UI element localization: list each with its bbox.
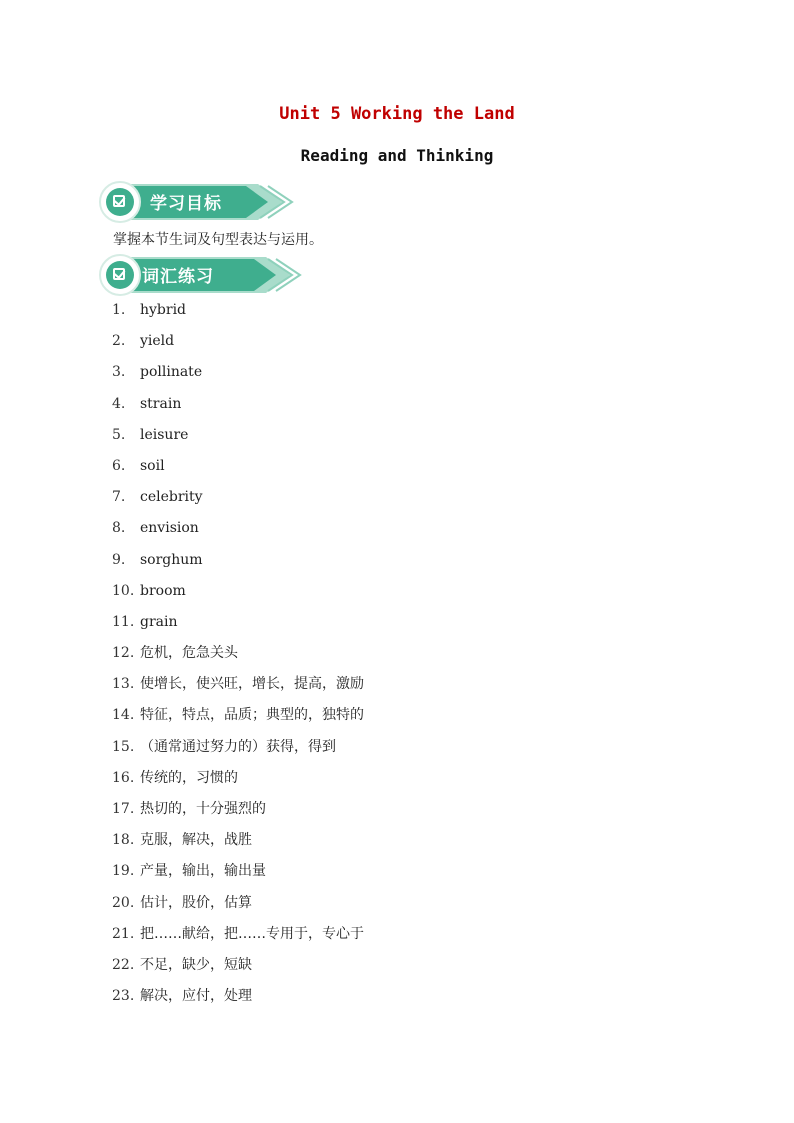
section-heading-vocab: 词汇练习 [142, 267, 214, 287]
list-item: 3. pollinate [112, 364, 203, 381]
vocab-definition: 危机，危急关头 [140, 645, 238, 662]
document-title: Unit 5 Working the Land [279, 104, 515, 124]
vocab-term: sorghum [140, 551, 203, 568]
list-item: 5. leisure [112, 426, 189, 443]
vocab-definition: 解决，应付，处理 [140, 988, 252, 1005]
list-item: 19. 产量，输出，输出量 [112, 863, 266, 880]
section-banner-goals [96, 180, 306, 224]
vocab-term: hybrid [140, 302, 187, 318]
list-item: 7. celebrity [112, 489, 203, 506]
list-item: 11. grain [112, 613, 178, 630]
section-heading-goals: 学习目标 [150, 194, 222, 214]
vocab-term: strain [140, 395, 182, 412]
vocab-definition: （通常通过努力的）获得，得到 [140, 738, 336, 755]
vocab-term: celebrity [140, 489, 203, 506]
list-item: 9. sorghum [112, 551, 203, 568]
vocab-term: yield [140, 333, 175, 350]
vocab-term: envision [140, 520, 199, 537]
list-item: 23. 解决，应付，处理 [112, 988, 252, 1005]
vocab-definition: 克服，解决，战胜 [140, 832, 252, 849]
list-item: 4. strain [112, 395, 182, 412]
list-item: 12. 危机，危急关头 [112, 645, 238, 662]
list-item: 17. 热切的，十分强烈的 [112, 801, 266, 817]
vocab-definition: 传统的，习惯的 [140, 769, 238, 786]
section-banner-vocab [96, 253, 306, 297]
list-item: 1. hybrid [112, 302, 187, 318]
list-item: 15. （通常通过努力的）获得，得到 [112, 738, 336, 755]
list-item: 22. 不足，缺少，短缺 [112, 956, 252, 973]
document-subtitle: Reading and Thinking [300, 146, 494, 165]
vocab-term: soil [140, 457, 165, 474]
list-item: 6. soil [112, 457, 165, 474]
vocab-term: broom [140, 582, 186, 599]
goal-description: 掌握本节生词及句型表达与运用。 [113, 232, 323, 248]
list-item: 18. 克服，解决，战胜 [112, 832, 252, 849]
vocab-term: pollinate [140, 364, 203, 381]
vocab-term: leisure [140, 426, 189, 443]
vocab-definition: 不足，缺少，短缺 [140, 956, 252, 973]
list-item: 13. 使增长，使兴旺，增长，提高，激励 [112, 676, 364, 693]
list-item: 2. yield [112, 333, 175, 350]
vocab-definition: 估计，股价，估算 [140, 894, 252, 911]
vocab-definition: 使增长，使兴旺，增长，提高，激励 [140, 676, 364, 693]
vocab-list [112, 299, 364, 1016]
vocab-definition: 把……献给，把……专用于，专心于 [140, 925, 364, 942]
list-item: 14. 特征，特点，品质；典型的，独特的 [112, 707, 364, 724]
list-item: 8. envision [112, 520, 199, 537]
vocab-definition: 产量，输出，输出量 [140, 863, 266, 880]
list-item: 21. 把……献给，把……专用于，专心于 [112, 925, 364, 942]
vocab-definition: 热切的，十分强烈的 [140, 801, 266, 817]
list-item: 16. 传统的，习惯的 [112, 769, 238, 786]
list-item: 10. broom [112, 582, 186, 599]
list-item: 20. 估计，股价，估算 [112, 894, 252, 911]
vocab-definition: 特征，特点，品质；典型的，独特的 [140, 707, 364, 724]
vocab-term: grain [140, 613, 178, 630]
